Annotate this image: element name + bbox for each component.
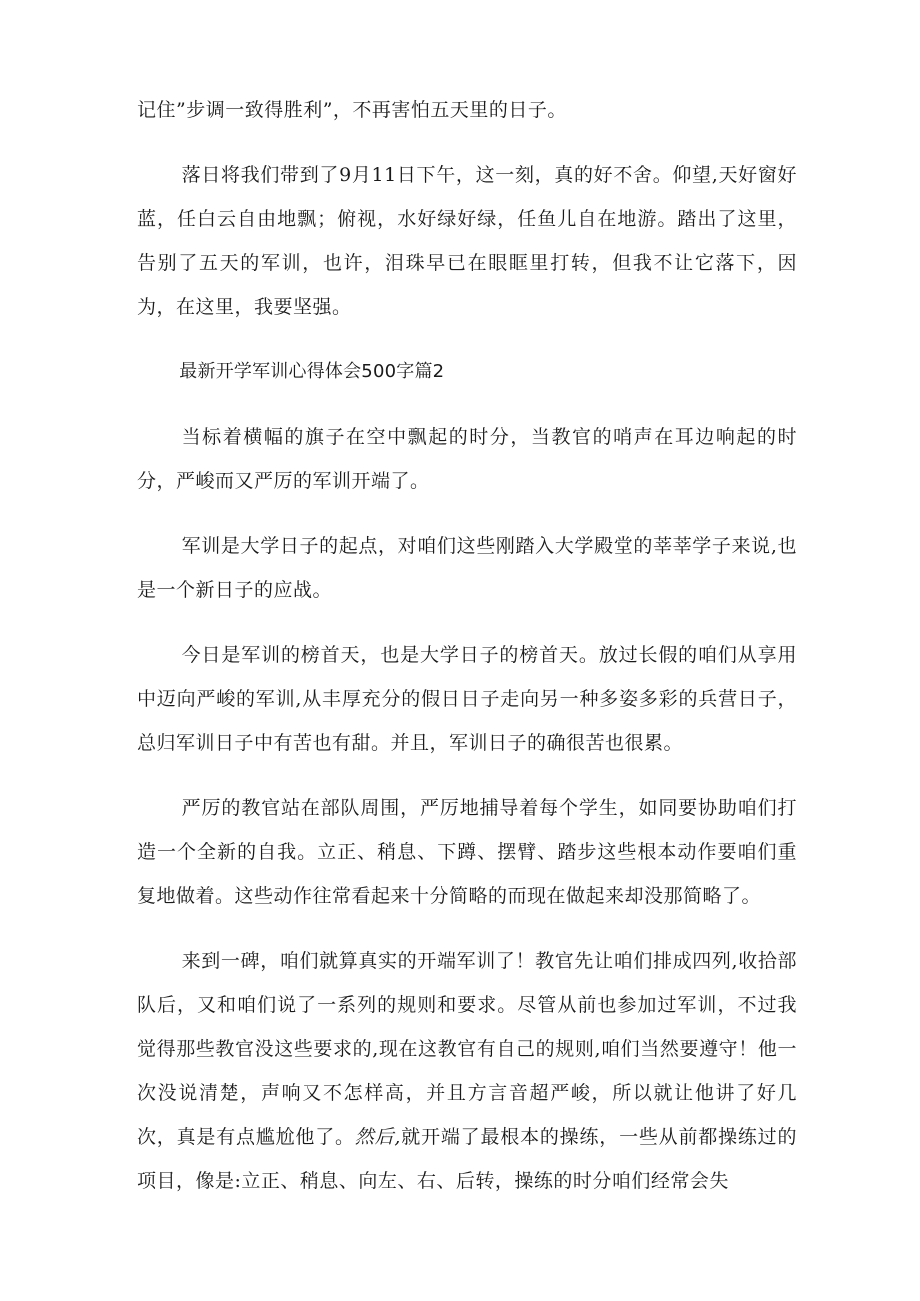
paragraph-7 xyxy=(137,939,797,1203)
paragraph-6: 严厉的教官站在部队周围，严厉地捕导着每个学生，如同要协助咱们打造一个全新的自我。立正、稍息、下蹲、摆臂、踏步这些根本动作要咱们重复地做着。这些动作往常看起来十分简略的而现在做起来却没那简略了。 xyxy=(137,797,797,907)
paragraph-7-italic-text: 然后, xyxy=(354,1126,401,1148)
paragraph-3: 当标着横幅的旗子在空中飘起的时分，当教官的哨声在耳边响起的时分，严峻而又严厉的军训开端了。 xyxy=(137,426,797,492)
section-heading: 最新开学军训心得体会500字篇2 xyxy=(179,361,445,382)
paragraph-1: 记住”步调一致得胜利”，不再害怕五天里的日子。 xyxy=(137,99,567,121)
paragraph-4: 军训是大学日子的起点，对咱们这些刚踏入大学殿堂的莘莘学子来说,也是一个新日子的应战。 xyxy=(137,535,797,601)
document-body xyxy=(137,88,797,1224)
paragraph-7-text-after: 就开端了最根本的操练，一些从前都操练过的项目，像是:立正、稍息、向左、右、后转，操练的时分咱们经常会失 xyxy=(137,1126,797,1192)
paragraph-2: 落日将我们带到了9月11日下午，这一刻，真的好不舍。仰望,天好窗好蓝，任白云自由地飘；俯视，水好绿好绿，任鱼儿自在地游。踏出了这里，告别了五天的军训，也许，泪珠早已在眼眶里打转，但我不让它落下，因为，在这里，我要坚强。 xyxy=(137,164,797,318)
paragraph-5: 今日是军训的榜首天，也是大学日子的榜首天。放过长假的咱们从享用中迈向严峻的军训,从丰厚充分的假日日子走向另一种多姿多彩的兵营日子，总归军训日子中有苦也有甜。并且，军训日子的确很苦也很累。 xyxy=(137,644,797,754)
paragraph-7-text-before: 来到一碑，咱们就算真实的开端军训了！教官先让咱们排成四列,收拾部队后，又和咱们说了一系列的规则和要求。尽管从前也参加过军训，不过我觉得那些教官没这些要求的,现在这教官有自己的规则,咱们当然要遵守！他一次没说清楚，声响又不怎样高，并且方言音超严峻，所以就让他讲了好几次，真是有点尴尬他了。 xyxy=(137,950,797,1148)
